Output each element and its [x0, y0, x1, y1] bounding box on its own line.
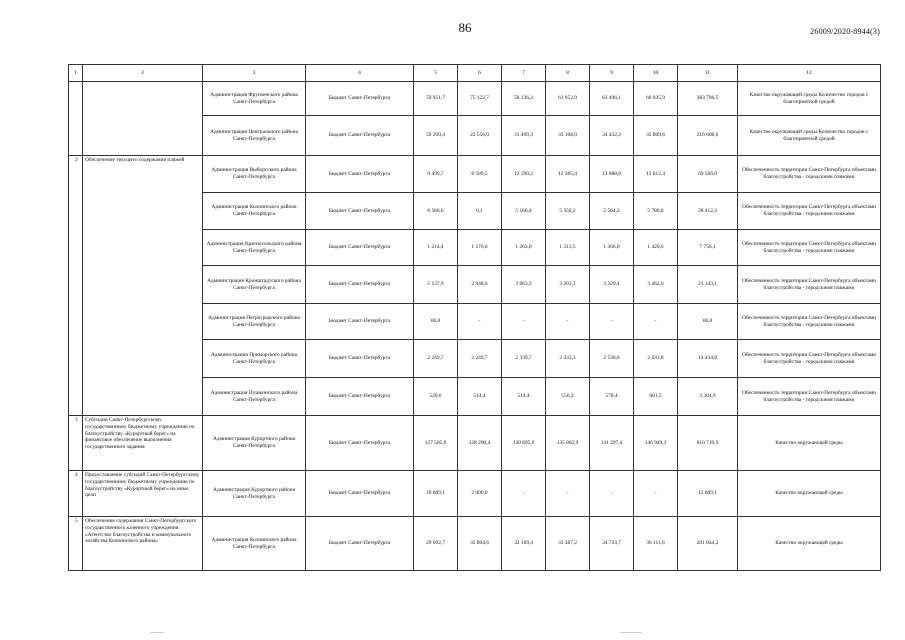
- scan-artifacts: [0, 628, 905, 638]
- value-cell: 66 035,9: [634, 82, 678, 116]
- value-cell: 2 631,8: [634, 340, 678, 378]
- value-cell: -: [546, 304, 590, 340]
- budget-source-cell: Бюджет Санкт-Петербурга: [306, 116, 414, 156]
- value-cell: 2 000,0: [458, 471, 502, 517]
- administrator-cell: Администрация Колпинского района Санкт-Петербурга: [203, 517, 306, 571]
- value-cell: 34 432,3: [590, 116, 634, 156]
- header-cell: 11: [678, 65, 738, 82]
- header-cell: 9: [590, 65, 634, 82]
- value-cell: 1 366,0: [590, 230, 634, 266]
- indicator-cell: Обеспеченность территории Санкт-Петербурга объектами благоустройства - городскими пляжами: [738, 266, 881, 304]
- value-cell: -: [590, 471, 634, 517]
- value-cell: 514,4: [458, 378, 502, 416]
- administrator-cell: Администрация Выборгского района Санкт-Петербурга: [203, 156, 306, 193]
- value-cell: 3 304,9: [678, 378, 738, 416]
- value-cell: 5 350,2: [546, 193, 590, 230]
- value-cell: 33 108,0: [546, 116, 590, 156]
- value-cell: 33 387,2: [546, 517, 590, 571]
- value-cell: 127 505,9: [414, 416, 458, 471]
- value-cell: 2 249,7: [414, 340, 458, 378]
- table-row: [69, 82, 881, 116]
- activity-name-cell: Обеспечение содержания Санкт-Петербургского государственного казенного учреждения «Агентство благоустройства и коммунального хозяйства Колпинского района»: [83, 517, 203, 571]
- value-cell: 6 566,6: [414, 193, 458, 230]
- value-cell: 3 329,4: [590, 266, 634, 304]
- header-cell: 1: [69, 65, 83, 82]
- value-cell: 35 809,6: [634, 116, 678, 156]
- header-cell: 4: [306, 65, 414, 82]
- indicator-cell: Качество окружающей среды: [738, 517, 881, 571]
- value-cell: 5 166,4: [502, 193, 546, 230]
- value-cell: 22 556,0: [458, 116, 502, 156]
- value-cell: 10 609,1: [414, 471, 458, 517]
- value-cell: 2 433,3: [546, 340, 590, 378]
- value-cell: 66,0: [678, 304, 738, 340]
- activity-name-cell: [83, 82, 203, 156]
- value-cell: 7 756,1: [678, 230, 738, 266]
- value-cell: -: [590, 304, 634, 340]
- value-cell: 75 122,7: [458, 82, 502, 116]
- budget-source-cell: Бюджет Санкт-Петербурга: [306, 230, 414, 266]
- indicator-cell: Обеспеченность территории Санкт-Петербурга объектами благоустройства - городскими пляжами: [738, 304, 881, 340]
- administrator-cell: Администрация Приморского района Санкт-Петербурга: [203, 340, 306, 378]
- value-cell: 1 214,4: [414, 230, 458, 266]
- value-cell: 3 201,3: [546, 266, 590, 304]
- value-cell: 12 385,4: [546, 156, 590, 193]
- table-row: [69, 416, 881, 471]
- value-cell: 36 111,6: [634, 517, 678, 571]
- activity-name-cell: Субсидии Санкт-Петербургскому государственному бюджетному учреждению по благоустройству «Курортный берег» на финансовое обеспечение выполнения государственного задания: [83, 416, 203, 471]
- value-cell: 34 723,7: [590, 517, 634, 571]
- value-cell: 556,2: [546, 378, 590, 416]
- value-cell: 216 608,6: [678, 116, 738, 156]
- administrator-cell: Администрация Пушкинского района Санкт-Петербурга: [203, 378, 306, 416]
- value-cell: 35 804,6: [458, 517, 502, 571]
- header-cell: 8: [546, 65, 590, 82]
- table-body: [69, 65, 881, 571]
- header-cell: 2: [83, 65, 203, 82]
- administrator-cell: Администрация Центрального района Санкт-Петербурга: [203, 116, 306, 156]
- header-cell: 7: [502, 65, 546, 82]
- scan-mark: [150, 632, 164, 633]
- value-cell: 135 862,9: [546, 416, 590, 471]
- table-row: [69, 471, 881, 517]
- value-cell: 0,1: [458, 193, 502, 230]
- table-row: [69, 156, 881, 193]
- value-cell: 578,4: [590, 378, 634, 416]
- administrator-cell: Администрация Петроградского района Санкт-Петербурга: [203, 304, 306, 340]
- value-cell: -: [458, 304, 502, 340]
- budget-source-cell: Бюджет Санкт-Петербурга: [306, 304, 414, 340]
- value-cell: 66,0: [414, 304, 458, 340]
- value-cell: 2 339,7: [502, 340, 546, 378]
- value-cell: -: [502, 304, 546, 340]
- value-cell: 601,5: [634, 378, 678, 416]
- page-number: 86: [458, 20, 472, 35]
- administrator-cell: Администрация Колпинского района Санкт-Петербурга: [203, 193, 306, 230]
- activity-name-cell: Предоставление субсидий Санкт-Петербургскому государственному бюджетному учреждению по благоустройству «Курортный берег» на иные цели: [83, 471, 203, 517]
- indicator-cell: Качество окружающей среды Количество городов с благоприятной средой: [738, 116, 881, 156]
- row-number-cell: 5: [69, 517, 83, 571]
- value-cell: 58 136,2: [502, 82, 546, 116]
- value-cell: 59 951,7: [414, 82, 458, 116]
- value-cell: 1 176,6: [458, 230, 502, 266]
- value-cell: 28 412,3: [678, 193, 738, 230]
- budget-source-cell: Бюджет Санкт-Петербурга: [306, 378, 414, 416]
- value-cell: -: [634, 304, 678, 340]
- administrator-cell: Администрация Фрунзенского района Санкт-Петербурга: [203, 82, 306, 116]
- value-cell: 63 496,1: [590, 82, 634, 116]
- value-cell: 201 844,2: [678, 517, 738, 571]
- row-number-cell: 2: [69, 156, 83, 416]
- indicator-cell: Обеспеченность территории Санкт-Петербурга объектами благоустройства - городскими пляжами: [738, 340, 881, 378]
- indicator-cell: Обеспеченность территории Санкт-Петербурга объектами благоустройства - городскими пляжами: [738, 193, 881, 230]
- value-cell: 14 434,8: [678, 340, 738, 378]
- value-cell: 12 609,1: [678, 471, 738, 517]
- value-cell: 141 297,4: [590, 416, 634, 471]
- value-cell: 21 143,1: [678, 266, 738, 304]
- value-cell: 61 053,9: [546, 82, 590, 116]
- value-cell: 146 949,3: [634, 416, 678, 471]
- indicator-cell: Качество окружающей среды Количество городов с благоприятной средой: [738, 82, 881, 116]
- value-cell: 9 499,7: [414, 156, 458, 193]
- value-cell: 12 190,2: [502, 156, 546, 193]
- value-cell: 2 948,6: [458, 266, 502, 304]
- value-cell: 810 710,9: [678, 416, 738, 471]
- row-number-cell: 4: [69, 471, 83, 517]
- row-number-cell: [69, 82, 83, 156]
- administrator-cell: Администрация Курортного района Санкт-Петербурга: [203, 471, 306, 517]
- header-cell: 12: [738, 65, 881, 82]
- value-cell: 1 313,5: [546, 230, 590, 266]
- program-table: [68, 64, 881, 571]
- value-cell: 13 088,8: [590, 156, 634, 193]
- value-cell: 383 796,5: [678, 82, 738, 116]
- document-code: 26009/2020-8944(3): [810, 27, 880, 36]
- table-header-row: [69, 65, 881, 82]
- value-cell: 5 137,9: [414, 266, 458, 304]
- value-cell: 1 263,0: [502, 230, 546, 266]
- value-cell: 130 895,0: [502, 416, 546, 471]
- activity-name-cell: Обеспечение текущего содержания пляжей: [83, 156, 203, 416]
- administrator-cell: Администрация Кронштадтского района Санкт-Петербурга: [203, 266, 306, 304]
- value-cell: 13 612,4: [634, 156, 678, 193]
- row-number-cell: 3: [69, 416, 83, 471]
- header-cell: 6: [458, 65, 502, 82]
- value-cell: 3 462,6: [634, 266, 678, 304]
- value-cell: 3 063,3: [502, 266, 546, 304]
- value-cell: 128 200,4: [458, 416, 502, 471]
- value-cell: -: [546, 471, 590, 517]
- value-cell: 2 249,7: [458, 340, 502, 378]
- administrator-cell: Администрация Красносельского района Санкт-Петербурга: [203, 230, 306, 266]
- budget-source-cell: Бюджет Санкт-Петербурга: [306, 266, 414, 304]
- value-cell: 8 589,5: [458, 156, 502, 193]
- value-cell: 514,4: [502, 378, 546, 416]
- indicator-cell: Обеспеченность территории Санкт-Петербурга объектами благоустройства - городскими пляжами: [738, 378, 881, 416]
- budget-source-cell: Бюджет Санкт-Петербурга: [306, 193, 414, 230]
- budget-source-cell: Бюджет Санкт-Петербурга: [306, 416, 414, 471]
- value-cell: 59 209,4: [414, 116, 458, 156]
- value-cell: -: [502, 471, 546, 517]
- header-cell: 10: [634, 65, 678, 82]
- budget-source-cell: Бюджет Санкт-Петербурга: [306, 471, 414, 517]
- table-row: [69, 517, 881, 571]
- indicator-cell: Обеспеченность территории Санкт-Петербурга объектами благоустройства - городскими пляжами: [738, 156, 881, 193]
- header-cell: 5: [414, 65, 458, 82]
- value-cell: 32 169,4: [502, 517, 546, 571]
- value-cell: 5 786,8: [634, 193, 678, 230]
- budget-source-cell: Бюджет Санкт-Петербурга: [306, 156, 414, 193]
- scan-mark: [620, 632, 642, 633]
- value-cell: -: [634, 471, 678, 517]
- value-cell: 29 692,7: [414, 517, 458, 571]
- value-cell: 1 420,6: [634, 230, 678, 266]
- administrator-cell: Администрация Курортного района Санкт-Петербурга: [203, 416, 306, 471]
- budget-source-cell: Бюджет Санкт-Петербурга: [306, 517, 414, 571]
- value-cell: 31 499,3: [502, 116, 546, 156]
- value-cell: 5 564,2: [590, 193, 634, 230]
- budget-source-cell: Бюджет Санкт-Петербурга: [306, 340, 414, 378]
- header-cell: 3: [203, 65, 306, 82]
- value-cell: 69 566,0: [678, 156, 738, 193]
- value-cell: 520,0: [414, 378, 458, 416]
- value-cell: 2 530,6: [590, 340, 634, 378]
- indicator-cell: Обеспеченность территории Санкт-Петербурга объектами благоустройства - городскими пляжами: [738, 230, 881, 266]
- indicator-cell: Качество окружающей среды: [738, 416, 881, 471]
- budget-source-cell: Бюджет Санкт-Петербурга: [306, 82, 414, 116]
- indicator-cell: Качество окружающей среды: [738, 471, 881, 517]
